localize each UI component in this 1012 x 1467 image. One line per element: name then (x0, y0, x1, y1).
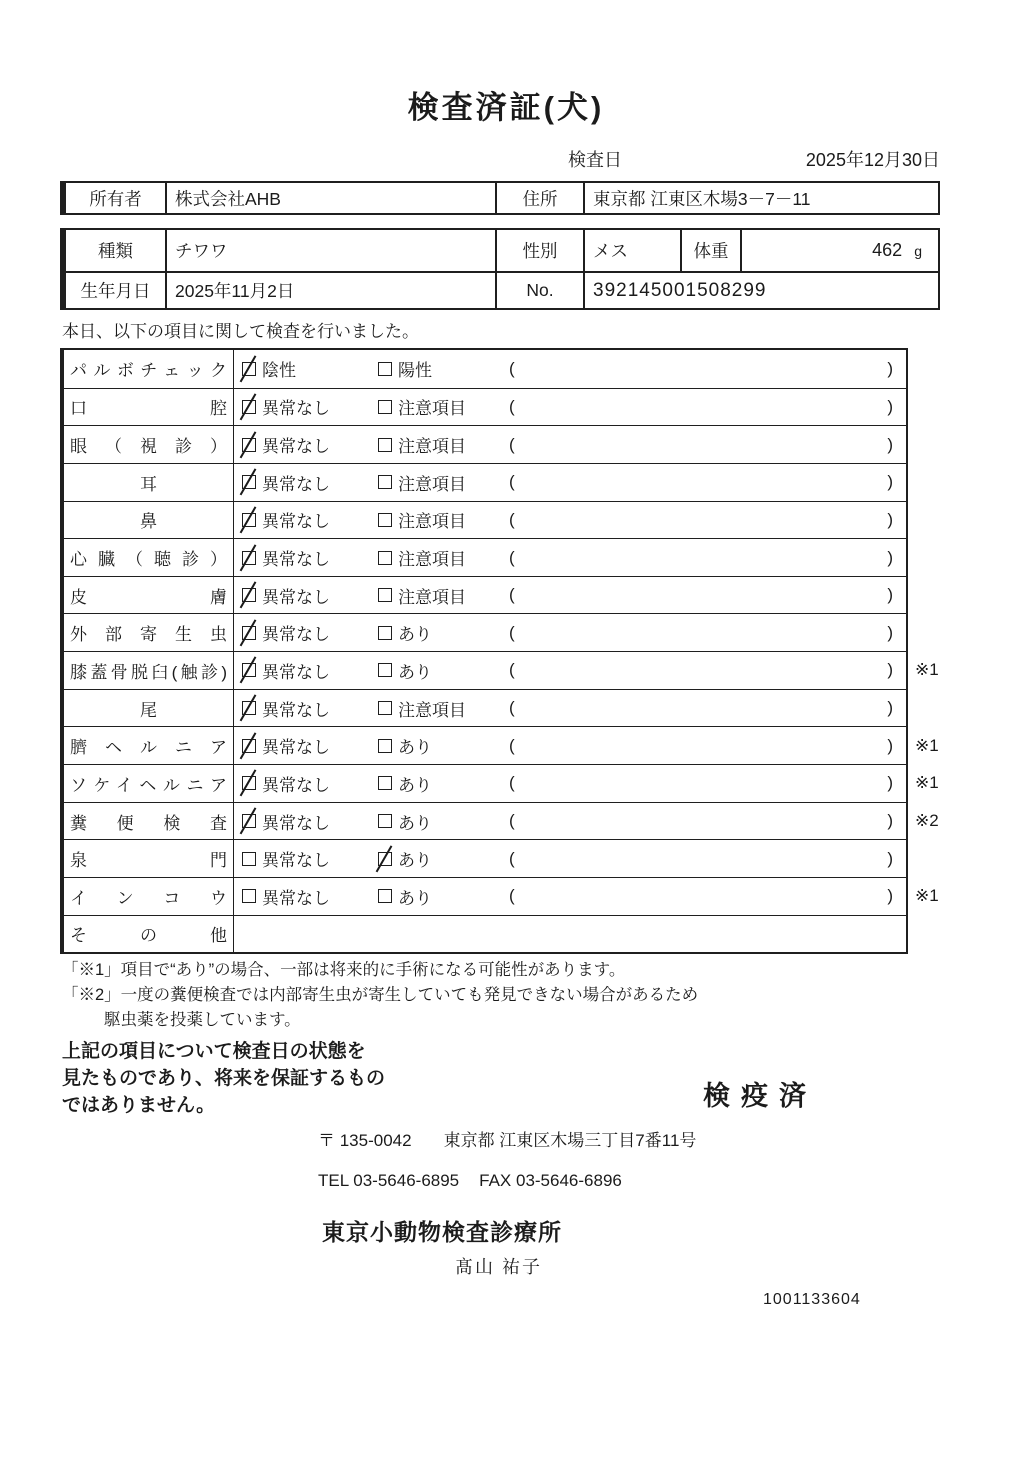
owner-address-label: 住所 (497, 183, 585, 213)
inspection-row (64, 689, 906, 727)
checkbox-label: 異常なし (262, 813, 330, 833)
inspection-item-name: ソケイヘルニア (70, 775, 227, 795)
unchecked-checkbox (378, 739, 392, 753)
footnote-mark: ※1 (915, 735, 939, 755)
inspection-item-name-cell (64, 502, 234, 539)
checkbox-label: 異常なし (262, 700, 330, 720)
open-paren-char: ( (509, 585, 515, 605)
checked-checkbox (242, 362, 256, 376)
clinic-address: 東京都 江東区木場三丁目7番11号 (443, 1131, 697, 1150)
inspection-item-name: 外部寄生虫 (70, 625, 227, 645)
remarks-field (506, 803, 906, 840)
inspection-row (64, 613, 906, 651)
checked-checkbox (242, 814, 256, 828)
checkbox-label: 陰性 (262, 361, 296, 381)
unchecked-checkbox (378, 551, 392, 565)
pet-row-1 (66, 230, 938, 271)
open-paren-char: ( (509, 358, 515, 378)
checkbox-label: 異常なし (262, 851, 330, 871)
close-paren-char: ) (887, 773, 893, 793)
open-paren-char: ( (509, 547, 515, 567)
close-paren-char: ) (887, 698, 893, 718)
inspection-option (370, 727, 506, 764)
unchecked-checkbox (378, 889, 392, 903)
unchecked-checkbox (242, 889, 256, 903)
inspection-item-name-cell (64, 350, 234, 388)
inspection-item-name-cell (64, 652, 234, 689)
checkbox-label: あり (398, 625, 432, 645)
inspection-option (370, 878, 506, 915)
owner-address-value: 東京都 江東区木場3－7－11 (593, 188, 811, 209)
disclaimer-line-2: 見たものであり、将来を保証するもの (62, 1068, 386, 1089)
close-paren-char: ) (887, 396, 893, 416)
unchecked-checkbox (378, 475, 392, 489)
inspection-option (234, 840, 370, 877)
inspection-option (370, 502, 506, 539)
breed-value: チワワ (167, 230, 497, 271)
pet-row-2 (66, 271, 938, 308)
inspection-row (64, 576, 906, 614)
inspection-item-name-cell (64, 916, 234, 953)
remarks-field (506, 652, 906, 689)
checkbox-label: あり (398, 813, 432, 833)
inspection-option (370, 464, 506, 501)
inspection-option (370, 389, 506, 426)
inspection-item-name: 膝蓋骨脱臼(触診) (70, 662, 227, 682)
inspection-row (64, 501, 906, 539)
checkbox-label: 異常なし (262, 587, 330, 607)
checked-checkbox (242, 739, 256, 753)
close-paren-char: ) (887, 358, 893, 378)
checked-checkbox (378, 852, 392, 866)
open-paren-char: ( (509, 886, 515, 906)
inspection-item-name: インコウ (70, 888, 227, 908)
open-paren-char: ( (509, 472, 515, 492)
remarks-field (506, 765, 906, 802)
inspection-option (234, 464, 370, 501)
no-value: 392145001508299 (593, 279, 767, 301)
checked-checkbox (242, 776, 256, 790)
remarks-field (506, 878, 906, 915)
owner-label: 所有者 (66, 183, 167, 213)
inspection-item-name: 眼（視診） (70, 437, 227, 457)
inspection-option (370, 690, 506, 727)
inspection-row (64, 915, 906, 953)
checkbox-label: 注意項目 (398, 512, 466, 532)
open-paren-char: ( (509, 773, 515, 793)
inspection-option (234, 765, 370, 802)
unchecked-checkbox (378, 438, 392, 452)
document-number: 1001133604 (763, 1291, 861, 1308)
close-paren-char: ) (887, 886, 893, 906)
inspection-item-name: 泉門 (70, 851, 227, 871)
birthdate-value: 2025年11月2日 (167, 273, 497, 308)
inspection-option (234, 614, 370, 651)
checked-checkbox (242, 513, 256, 527)
checkbox-label: 異常なし (262, 888, 330, 908)
checked-checkbox (242, 551, 256, 565)
inspection-row (64, 877, 939, 915)
inspection-item-name: 口腔 (70, 399, 227, 419)
birthdate-label: 生年月日 (66, 273, 167, 308)
checked-checkbox (242, 663, 256, 677)
inspection-option (234, 502, 370, 539)
unchecked-checkbox (378, 776, 392, 790)
checkbox-label: 異常なし (262, 437, 330, 457)
inspection-item-name-cell (64, 690, 234, 727)
inspection-item-name-cell (64, 840, 234, 877)
inspection-option (234, 727, 370, 764)
checkbox-label: 異常なし (262, 512, 330, 532)
inspection-item-name: 尾 (140, 700, 157, 720)
remarks-field (506, 350, 906, 388)
sex-value: メス (585, 230, 682, 271)
inspection-item-name-cell (64, 803, 234, 840)
inspection-item-name: 臍ヘルニア (70, 738, 227, 758)
remarks-field (506, 577, 906, 614)
unchecked-checkbox (378, 814, 392, 828)
disclaimer-line-3: ではありません。 (62, 1095, 216, 1116)
inspection-option (370, 577, 506, 614)
inspection-item-name-cell (64, 539, 234, 576)
inspection-option (234, 652, 370, 689)
clinic-postal-line (318, 1126, 696, 1151)
checkbox-label: あり (398, 738, 432, 758)
unchecked-checkbox (378, 663, 392, 677)
remarks-field (506, 727, 906, 764)
open-paren-char: ( (509, 434, 515, 454)
checkbox-label: 異常なし (262, 662, 330, 682)
open-paren-char: ( (509, 622, 515, 642)
remarks-field (506, 426, 906, 463)
inspection-option (370, 765, 506, 802)
inspection-row (64, 425, 906, 463)
checkbox-label: 注意項目 (398, 474, 466, 494)
close-paren-char: ) (887, 848, 893, 868)
close-paren-char: ) (887, 509, 893, 529)
checked-checkbox (242, 701, 256, 715)
checkbox-label: 注意項目 (398, 587, 466, 607)
checkbox-label: あり (398, 662, 432, 682)
open-paren-char: ( (509, 698, 515, 718)
inspection-option (234, 539, 370, 576)
inspection-item-name-cell (64, 577, 234, 614)
weight-unit: g (914, 242, 922, 259)
remarks-field (506, 614, 906, 651)
remarks-field (506, 840, 906, 877)
footnote-2-continued: 駆虫薬を投薬しています。 (104, 1011, 301, 1029)
inspection-date-label: 検査日 (568, 150, 622, 170)
pet-table (60, 228, 940, 310)
remarks-field (506, 464, 906, 501)
open-paren-char: ( (509, 848, 515, 868)
open-paren-char: ( (509, 396, 515, 416)
remarks-field (506, 539, 906, 576)
inspection-option (370, 614, 506, 651)
inspection-item-name-cell (64, 389, 234, 426)
checkbox-label: 注意項目 (398, 437, 466, 457)
inspection-item-name: 皮膚 (70, 587, 227, 607)
checkbox-label: 異常なし (262, 550, 330, 570)
clinic-fax: FAX 03-5646-6896 (479, 1171, 622, 1190)
clinic-name: 東京小動物検査診療所 (322, 1219, 562, 1245)
disclaimer (62, 1038, 385, 1119)
close-paren-char: ) (887, 547, 893, 567)
inspection-option (370, 652, 506, 689)
footnote-1: 「※1」項目で“あり”の場合、一部は将来的に手術になる可能性があります。 (62, 961, 626, 979)
inspection-item-name: その他 (70, 926, 227, 946)
inspection-option (234, 350, 370, 388)
inspection-option (234, 577, 370, 614)
inspection-row (64, 463, 906, 501)
unchecked-checkbox (378, 400, 392, 414)
clinic-tel-line (318, 1171, 622, 1191)
inspection-option (234, 690, 370, 727)
unchecked-checkbox (378, 701, 392, 715)
unchecked-checkbox (378, 588, 392, 602)
open-paren-char: ( (509, 509, 515, 529)
close-paren-char: ) (887, 472, 893, 492)
inspection-row (64, 350, 906, 388)
inspection-row (64, 538, 906, 576)
inspection-option (370, 840, 506, 877)
remarks-field (506, 502, 906, 539)
checkbox-label: 異常なし (262, 399, 330, 419)
checkbox-label: 注意項目 (398, 550, 466, 570)
unchecked-checkbox (378, 362, 392, 376)
inspection-item-name: パルボチェック (70, 361, 227, 381)
inspection-option (370, 539, 506, 576)
checkbox-label: 異常なし (262, 474, 330, 494)
inspection-table (60, 348, 939, 954)
remarks-field (506, 690, 906, 727)
inspection-item-name: 糞便検査 (70, 813, 227, 833)
open-paren-char: ( (509, 660, 515, 680)
inspection-item-name: 鼻 (140, 512, 157, 532)
footnote-mark: ※1 (915, 660, 939, 680)
checkbox-label: 注意項目 (398, 700, 466, 720)
quarantine-stamp: 検疫済 (703, 1081, 817, 1111)
owner-row (66, 183, 938, 213)
inspection-row (64, 839, 906, 877)
intro-text: 本日、以下の項目に関して検査を行いました。 (62, 322, 419, 341)
inspection-item-name: 心臓（聴診） (70, 550, 227, 570)
checkbox-label: あり (398, 888, 432, 908)
checked-checkbox (242, 475, 256, 489)
remarks-field (506, 389, 906, 426)
inspection-item-name-cell (64, 765, 234, 802)
footnote-mark: ※2 (915, 811, 939, 830)
checkbox-label: あり (398, 775, 432, 795)
footnotes (62, 958, 698, 1033)
close-paren-char: ) (887, 434, 893, 454)
inspection-item-name-cell (64, 878, 234, 915)
breed-label: 種類 (66, 230, 167, 271)
inspection-option (234, 426, 370, 463)
checkbox-label: あり (398, 851, 432, 871)
weight-label: 体重 (682, 230, 742, 271)
open-paren-char: ( (509, 811, 515, 830)
checked-checkbox (242, 400, 256, 414)
inspection-option (370, 803, 506, 840)
close-paren-char: ) (887, 811, 893, 830)
inspection-item-name-cell (64, 426, 234, 463)
footnote-mark: ※1 (915, 886, 939, 906)
checkbox-label: 異常なし (262, 625, 330, 645)
inspection-row (64, 764, 939, 802)
checked-checkbox (242, 588, 256, 602)
checkbox-label: 異常なし (262, 775, 330, 795)
inspection-item-name: 耳 (140, 474, 157, 494)
inspection-option (370, 426, 506, 463)
unchecked-checkbox (378, 513, 392, 527)
inspection-item-name-cell (64, 727, 234, 764)
inspection-option (234, 878, 370, 915)
inspection-option (234, 389, 370, 426)
close-paren-char: ) (887, 622, 893, 642)
footnote-mark: ※1 (915, 773, 939, 793)
veterinarian-name: 髙山 祐子 (455, 1257, 543, 1277)
checked-checkbox (242, 626, 256, 640)
page-title: 検査済証(犬) (407, 90, 605, 125)
checkbox-label: 注意項目 (398, 399, 466, 419)
inspection-option (234, 803, 370, 840)
owner-table (60, 181, 940, 215)
weight-value: 462 (872, 240, 903, 260)
inspection-item-name-cell (64, 464, 234, 501)
checkbox-label: 陽性 (398, 361, 432, 381)
open-paren-char: ( (509, 735, 515, 755)
footnote-2: 「※2」一度の糞便検査では内部寄生虫が寄生していても発見できない場合があるため (62, 986, 699, 1004)
inspection-row (64, 726, 939, 764)
inspection-row (64, 651, 939, 689)
checked-checkbox (242, 438, 256, 452)
sex-label: 性別 (497, 230, 585, 271)
unchecked-checkbox (378, 626, 392, 640)
close-paren-char: ) (887, 585, 893, 605)
clinic-postal-code: 〒 135-0042 (318, 1131, 412, 1150)
inspection-option (370, 350, 506, 388)
owner-value: 株式会社AHB (167, 183, 497, 213)
inspection-row (64, 388, 906, 426)
close-paren-char: ) (887, 735, 893, 755)
unchecked-checkbox (242, 852, 256, 866)
close-paren-char: ) (887, 660, 893, 680)
inspection-row (64, 802, 939, 840)
clinic-tel: TEL 03-5646-6895 (318, 1171, 460, 1190)
weight-cell (742, 230, 938, 271)
no-label: No. (497, 273, 585, 308)
inspection-date-value: 2025年12月30日 (805, 150, 940, 170)
inspection-item-name-cell (64, 614, 234, 651)
inspection-date-row (568, 146, 940, 172)
disclaimer-line-1: 上記の項目について検査日の状態を (62, 1041, 366, 1062)
checkbox-label: 異常なし (262, 738, 330, 758)
